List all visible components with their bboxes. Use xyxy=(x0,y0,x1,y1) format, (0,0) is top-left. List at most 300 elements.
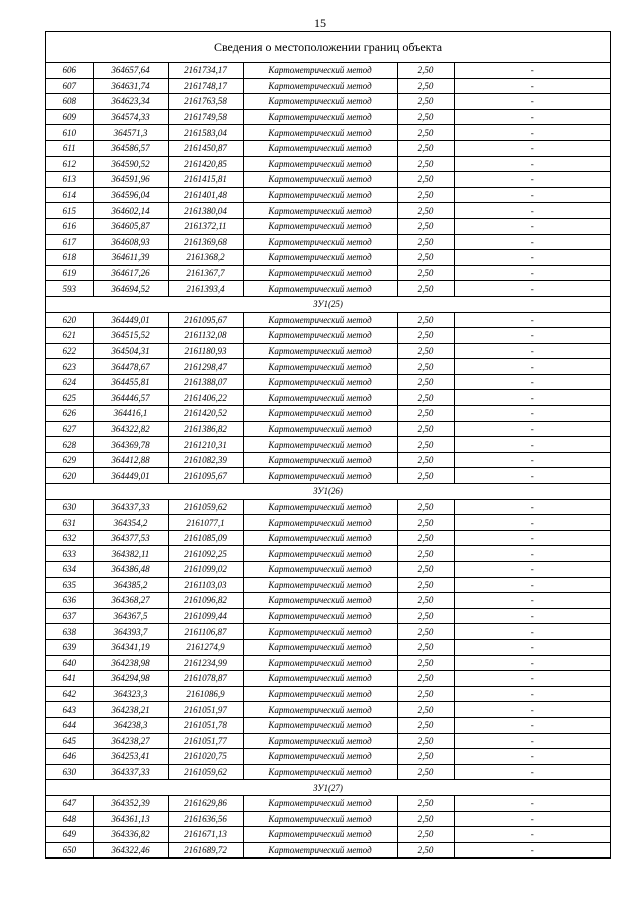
point-number: 619 xyxy=(46,265,93,281)
method-cell: Картометрический метод xyxy=(243,406,397,422)
dash-cell: - xyxy=(454,811,610,827)
coord-x: 364617,26 xyxy=(93,265,168,281)
precision-cell: 2,50 xyxy=(397,795,454,811)
point-number: 613 xyxy=(46,172,93,188)
table-row xyxy=(46,63,610,78)
coord-x: 364608,93 xyxy=(93,234,168,250)
coord-x: 364361,13 xyxy=(93,811,168,827)
table-row xyxy=(46,468,610,484)
dash-cell: - xyxy=(454,764,610,780)
method-cell: Картометрический метод xyxy=(243,94,397,110)
method-cell: Картометрический метод xyxy=(243,717,397,733)
coord-y: 2161059,62 xyxy=(168,764,243,780)
dash-cell: - xyxy=(454,827,610,843)
coord-y: 2161099,02 xyxy=(168,562,243,578)
table-row xyxy=(46,125,610,141)
coord-y: 2161086,9 xyxy=(168,686,243,702)
method-cell: Картометрический метод xyxy=(243,671,397,687)
coord-y: 2161748,17 xyxy=(168,78,243,94)
point-number: 630 xyxy=(46,499,93,515)
table-row xyxy=(46,624,610,640)
method-cell: Картометрический метод xyxy=(243,842,397,858)
coord-x: 364515,52 xyxy=(93,328,168,344)
method-cell: Картометрический метод xyxy=(243,811,397,827)
precision-cell: 2,50 xyxy=(397,593,454,609)
coord-x: 364368,27 xyxy=(93,593,168,609)
section-label: ЗУ1(25) xyxy=(46,296,610,312)
table-row xyxy=(46,421,610,437)
method-cell: Картометрический метод xyxy=(243,562,397,578)
method-cell: Картометрический метод xyxy=(243,593,397,609)
coord-x: 364574,33 xyxy=(93,109,168,125)
coord-x: 364416,1 xyxy=(93,406,168,422)
table-row xyxy=(46,515,610,531)
coord-x: 364611,39 xyxy=(93,250,168,266)
point-number: 647 xyxy=(46,795,93,811)
dash-cell: - xyxy=(454,328,610,344)
coord-y: 2161020,75 xyxy=(168,749,243,765)
point-number: 612 xyxy=(46,156,93,172)
coord-y: 2161393,4 xyxy=(168,281,243,297)
dash-cell: - xyxy=(454,530,610,546)
point-number: 626 xyxy=(46,406,93,422)
table-row xyxy=(46,265,610,281)
table-row xyxy=(46,593,610,609)
method-cell: Картометрический метод xyxy=(243,624,397,640)
coord-x: 364623,34 xyxy=(93,94,168,110)
table-row xyxy=(46,795,610,811)
point-number: 641 xyxy=(46,671,93,687)
coord-y: 2161406,22 xyxy=(168,390,243,406)
method-cell: Картометрический метод xyxy=(243,265,397,281)
coord-y: 2161298,47 xyxy=(168,359,243,375)
dash-cell: - xyxy=(454,156,610,172)
table-row xyxy=(46,406,610,422)
method-cell: Картометрический метод xyxy=(243,172,397,188)
method-cell: Картометрический метод xyxy=(243,827,397,843)
dash-cell: - xyxy=(454,218,610,234)
coord-y: 2161082,39 xyxy=(168,452,243,468)
method-cell: Картометрический метод xyxy=(243,499,397,515)
point-number: 645 xyxy=(46,733,93,749)
table-row xyxy=(46,811,610,827)
table-row xyxy=(46,452,610,468)
precision-cell: 2,50 xyxy=(397,218,454,234)
dash-cell: - xyxy=(454,78,610,94)
coord-x: 364336,82 xyxy=(93,827,168,843)
coord-y: 2161092,25 xyxy=(168,546,243,562)
table-row xyxy=(46,749,610,765)
point-number: 630 xyxy=(46,764,93,780)
coord-y: 2161388,07 xyxy=(168,374,243,390)
precision-cell: 2,50 xyxy=(397,406,454,422)
coord-y: 2161095,67 xyxy=(168,312,243,328)
coord-x: 364449,01 xyxy=(93,312,168,328)
dash-cell: - xyxy=(454,437,610,453)
coord-y: 2161077,1 xyxy=(168,515,243,531)
table-row xyxy=(46,671,610,687)
method-cell: Картометрический метод xyxy=(243,515,397,531)
point-number: 632 xyxy=(46,530,93,546)
coord-y: 2161180,93 xyxy=(168,343,243,359)
point-number: 637 xyxy=(46,608,93,624)
table-row xyxy=(46,156,610,172)
precision-cell: 2,50 xyxy=(397,250,454,266)
dash-cell: - xyxy=(454,390,610,406)
dash-cell: - xyxy=(454,717,610,733)
coord-x: 364238,27 xyxy=(93,733,168,749)
coord-x: 364455,81 xyxy=(93,374,168,390)
table-row xyxy=(46,109,610,125)
method-cell: Картометрический метод xyxy=(243,437,397,453)
precision-cell: 2,50 xyxy=(397,717,454,733)
method-cell: Картометрический метод xyxy=(243,125,397,141)
table-row xyxy=(46,655,610,671)
dash-cell: - xyxy=(454,702,610,718)
dash-cell: - xyxy=(454,842,610,858)
dash-cell: - xyxy=(454,421,610,437)
method-cell: Картометрический метод xyxy=(243,218,397,234)
method-cell: Картометрический метод xyxy=(243,63,397,78)
precision-cell: 2,50 xyxy=(397,452,454,468)
method-cell: Картометрический метод xyxy=(243,686,397,702)
table-row xyxy=(46,234,610,250)
coord-x: 364590,52 xyxy=(93,156,168,172)
coord-x: 364377,53 xyxy=(93,530,168,546)
dash-cell: - xyxy=(454,265,610,281)
table-row xyxy=(46,203,610,219)
coord-x: 364238,3 xyxy=(93,717,168,733)
coord-x: 364412,88 xyxy=(93,452,168,468)
table-row xyxy=(46,218,610,234)
precision-cell: 2,50 xyxy=(397,156,454,172)
dash-cell: - xyxy=(454,515,610,531)
dash-cell: - xyxy=(454,749,610,765)
dash-cell: - xyxy=(454,546,610,562)
table-row xyxy=(46,187,610,203)
point-number: 634 xyxy=(46,562,93,578)
coord-x: 364694,52 xyxy=(93,281,168,297)
precision-cell: 2,50 xyxy=(397,281,454,297)
dash-cell: - xyxy=(454,187,610,203)
dash-cell: - xyxy=(454,499,610,515)
method-cell: Картометрический метод xyxy=(243,733,397,749)
table-row xyxy=(46,546,610,562)
coord-y: 2161763,58 xyxy=(168,94,243,110)
table-row xyxy=(46,499,610,515)
coord-x: 364631,74 xyxy=(93,78,168,94)
coord-y: 2161368,2 xyxy=(168,250,243,266)
coord-x: 364337,33 xyxy=(93,764,168,780)
coord-x: 364369,78 xyxy=(93,437,168,453)
point-number: 628 xyxy=(46,437,93,453)
dash-cell: - xyxy=(454,281,610,297)
method-cell: Картометрический метод xyxy=(243,328,397,344)
coord-y: 2161420,52 xyxy=(168,406,243,422)
coord-x: 364478,67 xyxy=(93,359,168,375)
dash-cell: - xyxy=(454,639,610,655)
table-row xyxy=(46,842,610,858)
table-row xyxy=(46,437,610,453)
section-label: ЗУ1(26) xyxy=(46,484,610,500)
table-row xyxy=(46,94,610,110)
coord-y: 2161636,56 xyxy=(168,811,243,827)
coord-y: 2161386,82 xyxy=(168,421,243,437)
dash-cell: - xyxy=(454,312,610,328)
coord-y: 2161734,17 xyxy=(168,63,243,78)
table-row xyxy=(46,390,610,406)
coord-y: 2161749,58 xyxy=(168,109,243,125)
dash-cell: - xyxy=(454,655,610,671)
precision-cell: 2,50 xyxy=(397,437,454,453)
point-number: 614 xyxy=(46,187,93,203)
table-row xyxy=(46,733,610,749)
coord-y: 2161051,77 xyxy=(168,733,243,749)
coord-x: 364393,7 xyxy=(93,624,168,640)
method-cell: Картометрический метод xyxy=(243,187,397,203)
coord-x: 364586,57 xyxy=(93,140,168,156)
coord-x: 364337,33 xyxy=(93,499,168,515)
page-number: 15 xyxy=(314,16,326,30)
coord-x: 364504,31 xyxy=(93,343,168,359)
point-number: 633 xyxy=(46,546,93,562)
method-cell: Картометрический метод xyxy=(243,156,397,172)
table-row xyxy=(46,78,610,94)
dash-cell: - xyxy=(454,406,610,422)
precision-cell: 2,50 xyxy=(397,702,454,718)
method-cell: Картометрический метод xyxy=(243,530,397,546)
precision-cell: 2,50 xyxy=(397,63,454,78)
method-cell: Картометрический метод xyxy=(243,468,397,484)
point-number: 607 xyxy=(46,78,93,94)
point-number: 593 xyxy=(46,281,93,297)
coord-y: 2161051,97 xyxy=(168,702,243,718)
method-cell: Картометрический метод xyxy=(243,203,397,219)
method-cell: Картометрический метод xyxy=(243,374,397,390)
dash-cell: - xyxy=(454,577,610,593)
point-number: 638 xyxy=(46,624,93,640)
table-row xyxy=(46,359,610,375)
point-number: 606 xyxy=(46,63,93,78)
point-number: 643 xyxy=(46,702,93,718)
method-cell: Картометрический метод xyxy=(243,281,397,297)
point-number: 616 xyxy=(46,218,93,234)
method-cell: Картометрический метод xyxy=(243,390,397,406)
dash-cell: - xyxy=(454,343,610,359)
dash-cell: - xyxy=(454,562,610,578)
coord-x: 364341,19 xyxy=(93,639,168,655)
coord-y: 2161629,86 xyxy=(168,795,243,811)
coord-y: 2161689,72 xyxy=(168,842,243,858)
coord-x: 364657,64 xyxy=(93,63,168,78)
coord-y: 2161132,08 xyxy=(168,328,243,344)
section-label: ЗУ1(27) xyxy=(46,780,610,796)
point-number: 608 xyxy=(46,94,93,110)
coord-y: 2161085,09 xyxy=(168,530,243,546)
coord-y: 2161367,7 xyxy=(168,265,243,281)
coord-y: 2161401,48 xyxy=(168,187,243,203)
coord-x: 364449,01 xyxy=(93,468,168,484)
precision-cell: 2,50 xyxy=(397,390,454,406)
point-number: 618 xyxy=(46,250,93,266)
table-row xyxy=(46,328,610,344)
coord-x: 364596,04 xyxy=(93,187,168,203)
method-cell: Картометрический метод xyxy=(243,546,397,562)
coord-x: 364238,98 xyxy=(93,655,168,671)
dash-cell: - xyxy=(454,109,610,125)
point-number: 631 xyxy=(46,515,93,531)
point-number: 622 xyxy=(46,343,93,359)
coord-y: 2161583,04 xyxy=(168,125,243,141)
point-number: 617 xyxy=(46,234,93,250)
method-cell: Картометрический метод xyxy=(243,655,397,671)
method-cell: Картометрический метод xyxy=(243,359,397,375)
precision-cell: 2,50 xyxy=(397,655,454,671)
method-cell: Картометрический метод xyxy=(243,421,397,437)
coord-y: 2161051,78 xyxy=(168,717,243,733)
precision-cell: 2,50 xyxy=(397,811,454,827)
coord-y: 2161096,82 xyxy=(168,593,243,609)
coord-y: 2161078,87 xyxy=(168,671,243,687)
coord-x: 364322,46 xyxy=(93,842,168,858)
coord-y: 2161372,11 xyxy=(168,218,243,234)
dash-cell: - xyxy=(454,374,610,390)
precision-cell: 2,50 xyxy=(397,172,454,188)
precision-cell: 2,50 xyxy=(397,749,454,765)
section-row xyxy=(46,296,610,312)
precision-cell: 2,50 xyxy=(397,686,454,702)
coord-y: 2161103,03 xyxy=(168,577,243,593)
precision-cell: 2,50 xyxy=(397,733,454,749)
coord-x: 364238,21 xyxy=(93,702,168,718)
point-number: 623 xyxy=(46,359,93,375)
dash-cell: - xyxy=(454,250,610,266)
dash-cell: - xyxy=(454,203,610,219)
coord-y: 2161106,87 xyxy=(168,624,243,640)
point-number: 650 xyxy=(46,842,93,858)
coord-x: 364294,98 xyxy=(93,671,168,687)
coord-y: 2161059,62 xyxy=(168,499,243,515)
precision-cell: 2,50 xyxy=(397,764,454,780)
coord-x: 364323,3 xyxy=(93,686,168,702)
method-cell: Картометрический метод xyxy=(243,234,397,250)
method-cell: Картометрический метод xyxy=(243,795,397,811)
precision-cell: 2,50 xyxy=(397,499,454,515)
method-cell: Картометрический метод xyxy=(243,250,397,266)
coord-y: 2161099,44 xyxy=(168,608,243,624)
point-number: 615 xyxy=(46,203,93,219)
precision-cell: 2,50 xyxy=(397,577,454,593)
dash-cell: - xyxy=(454,234,610,250)
point-number: 627 xyxy=(46,421,93,437)
dash-cell: - xyxy=(454,593,610,609)
dash-cell: - xyxy=(454,94,610,110)
method-cell: Картометрический метод xyxy=(243,78,397,94)
dash-cell: - xyxy=(454,63,610,78)
method-cell: Картометрический метод xyxy=(243,608,397,624)
coordinates-table xyxy=(46,63,610,858)
table-row xyxy=(46,686,610,702)
coord-x: 364253,41 xyxy=(93,749,168,765)
coord-y: 2161095,67 xyxy=(168,468,243,484)
table-row xyxy=(46,312,610,328)
precision-cell: 2,50 xyxy=(397,827,454,843)
precision-cell: 2,50 xyxy=(397,468,454,484)
precision-cell: 2,50 xyxy=(397,374,454,390)
coordinates-table-frame xyxy=(45,31,611,859)
precision-cell: 2,50 xyxy=(397,515,454,531)
coord-y: 2161234,99 xyxy=(168,655,243,671)
point-number: 620 xyxy=(46,312,93,328)
method-cell: Картометрический метод xyxy=(243,452,397,468)
precision-cell: 2,50 xyxy=(397,842,454,858)
table-row xyxy=(46,764,610,780)
point-number: 620 xyxy=(46,468,93,484)
point-number: 629 xyxy=(46,452,93,468)
method-cell: Картометрический метод xyxy=(243,702,397,718)
dash-cell: - xyxy=(454,140,610,156)
precision-cell: 2,50 xyxy=(397,624,454,640)
coord-x: 364382,11 xyxy=(93,546,168,562)
point-number: 621 xyxy=(46,328,93,344)
coord-y: 2161420,85 xyxy=(168,156,243,172)
point-number: 625 xyxy=(46,390,93,406)
table-row xyxy=(46,577,610,593)
method-cell: Картометрический метод xyxy=(243,312,397,328)
coord-y: 2161210,31 xyxy=(168,437,243,453)
method-cell: Картометрический метод xyxy=(243,343,397,359)
coord-x: 364352,39 xyxy=(93,795,168,811)
table-row xyxy=(46,562,610,578)
dash-cell: - xyxy=(454,733,610,749)
coord-x: 364385,2 xyxy=(93,577,168,593)
precision-cell: 2,50 xyxy=(397,421,454,437)
coord-y: 2161380,04 xyxy=(168,203,243,219)
precision-cell: 2,50 xyxy=(397,328,454,344)
table-title: Сведения о местоположении границ объекта xyxy=(46,32,610,63)
dash-cell: - xyxy=(454,624,610,640)
table-row xyxy=(46,172,610,188)
point-number: 640 xyxy=(46,655,93,671)
method-cell: Картометрический метод xyxy=(243,109,397,125)
precision-cell: 2,50 xyxy=(397,234,454,250)
precision-cell: 2,50 xyxy=(397,312,454,328)
point-number: 642 xyxy=(46,686,93,702)
precision-cell: 2,50 xyxy=(397,343,454,359)
point-number: 644 xyxy=(46,717,93,733)
point-number: 639 xyxy=(46,639,93,655)
dash-cell: - xyxy=(454,125,610,141)
dash-cell: - xyxy=(454,452,610,468)
method-cell: Картометрический метод xyxy=(243,764,397,780)
point-number: 646 xyxy=(46,749,93,765)
table-row xyxy=(46,140,610,156)
coord-y: 2161671,13 xyxy=(168,827,243,843)
precision-cell: 2,50 xyxy=(397,94,454,110)
table-row xyxy=(46,717,610,733)
precision-cell: 2,50 xyxy=(397,608,454,624)
point-number: 611 xyxy=(46,140,93,156)
precision-cell: 2,50 xyxy=(397,187,454,203)
table-row xyxy=(46,281,610,297)
point-number: 609 xyxy=(46,109,93,125)
dash-cell: - xyxy=(454,608,610,624)
table-row xyxy=(46,639,610,655)
point-number: 649 xyxy=(46,827,93,843)
precision-cell: 2,50 xyxy=(397,125,454,141)
precision-cell: 2,50 xyxy=(397,359,454,375)
coord-x: 364367,5 xyxy=(93,608,168,624)
